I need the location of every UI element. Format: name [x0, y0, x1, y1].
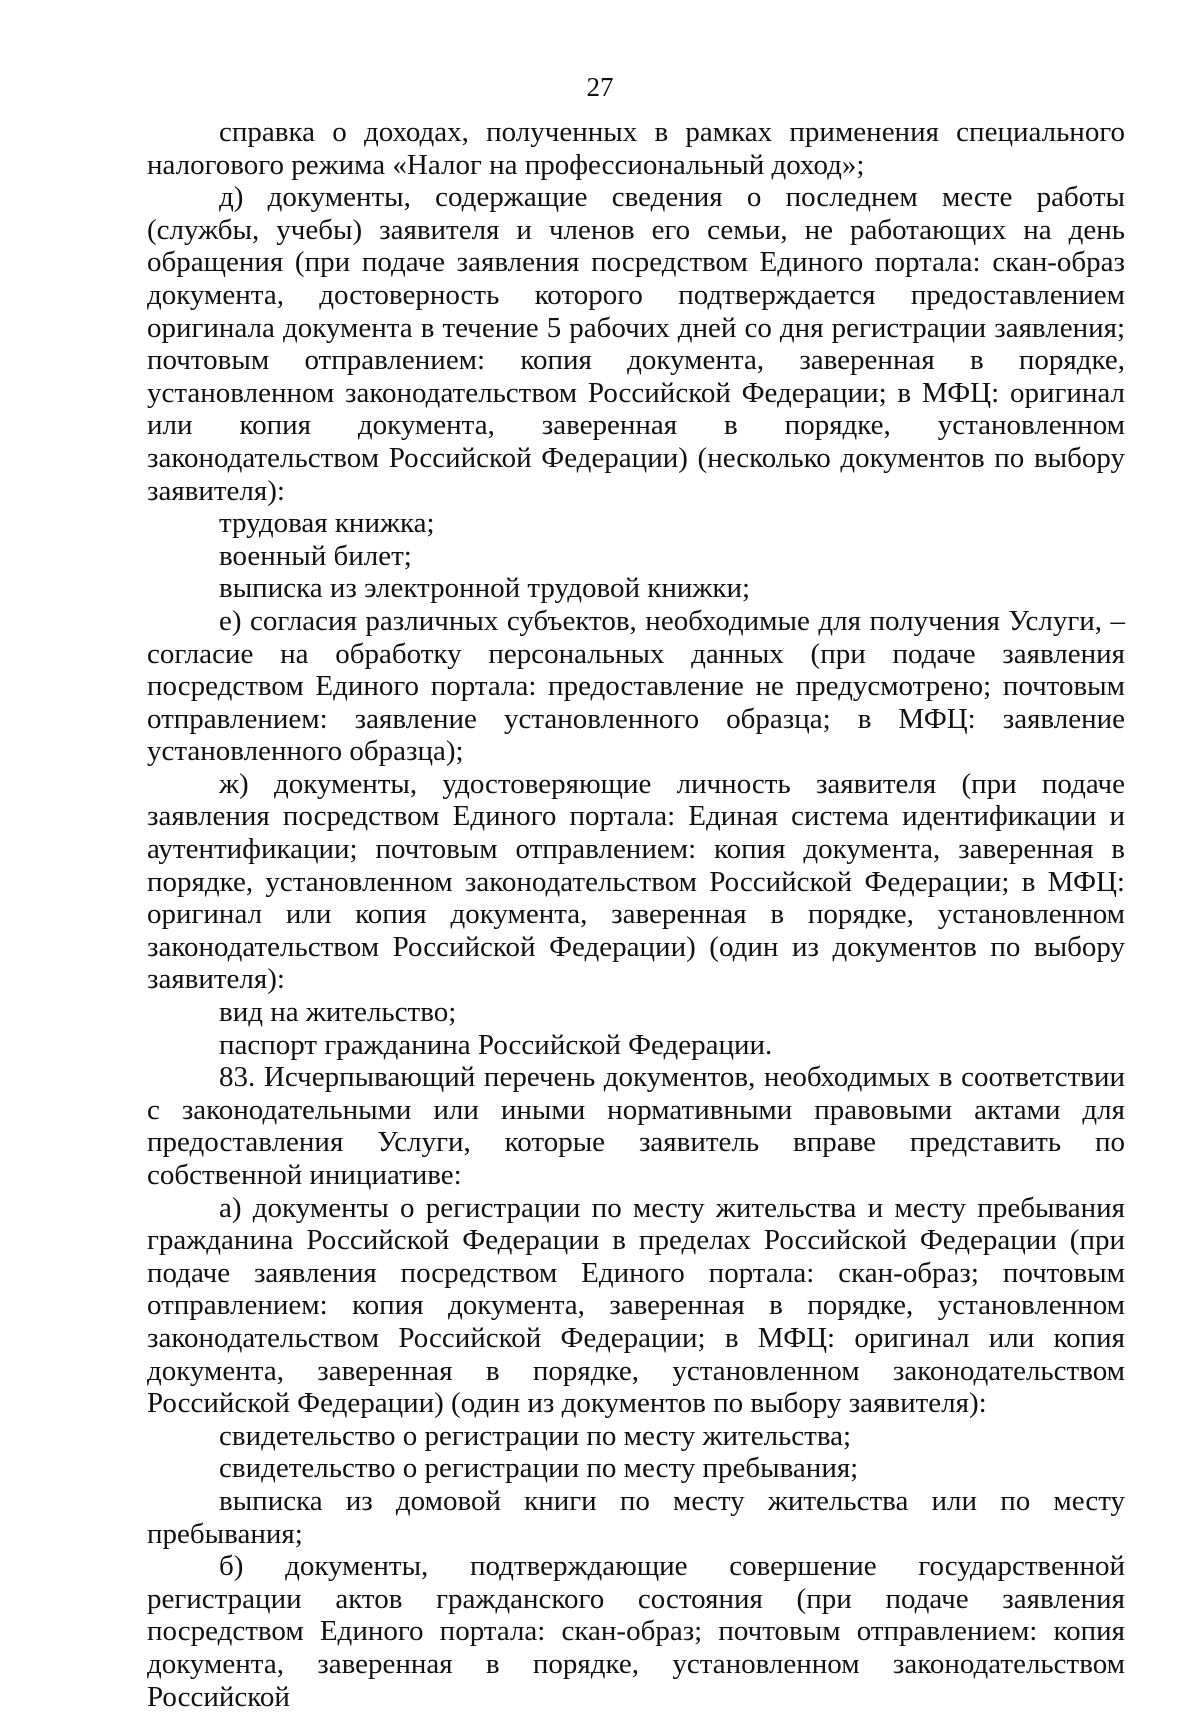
- paragraph: ж) документы, удостоверяющие личность заявителя (при подаче заявления посредством Единого портала: Единая система идентификации и аутентификации; почтовым отправлением: копия документа, заверенная в порядке, установленном законодательством Российской Федерации; в МФЦ: оригинал или копия документа, заверенная в порядке, установленном законодательством Российской Федерации) (один из документов по выбору заявителя):: [147, 767, 1125, 996]
- paragraph: д) документы, содержащие сведения о последнем месте работы (службы, учебы) заявителя и членов его семьи, не работающих на день обращения (при подаче заявления посредством Единого портала: скан-образ документа, достоверность которого подтверждается предоставлением оригинала документа в течение 5 рабочих дней со дня регистрации заявления; почтовым отправлением: копия документа, заверенная в порядке, установленном законодательством Российской Федерации; в МФЦ: оригинал или копия документа, заверенная в порядке, установленном законодательством Российской Федерации) (несколько документов по выбору заявителя):: [147, 181, 1125, 507]
- list-item: выписка из электронной трудовой книжки;: [219, 572, 751, 605]
- list-item: выписка из домовой книги по месту жительства или по месту пребывания;: [147, 1484, 1125, 1550]
- paragraph: б) документы, подтверждающие совершение государственной регистрации актов гражданского состояния (при подаче заявления посредством Единого портала: скан-образ; почтовым отправлением: копия документа, заверенная в порядке, установленном законодательством Российской: [147, 1550, 1125, 1713]
- paragraph: а) документы о регистрации по месту жительства и месту пребывания гражданина Российской Федерации в пределах Российской Федерации (при подаче заявления посредством Единого портала: скан-образ; почтовым отправлением: копия документа, заверенная в порядке, установленном законодательством Российской Федерации; в МФЦ: оригинал или копия документа, заверенная в порядке, установленном законодательством Российской Федерации) (один из документов по выбору заявителя):: [147, 1191, 1125, 1420]
- list-item: вид на жительство;: [219, 996, 457, 1029]
- paragraph: 83. Исчерпывающий перечень документов, необходимых в соответствии с законодательными или иными нормативными правовыми актами для предоставления Услуги, которые заявитель вправе представить по собственной инициативе:: [147, 1061, 1125, 1191]
- paragraph: справка о доходах, полученных в рамках применения специального налогового режима «Налог на профессиональный доход»;: [147, 116, 1125, 181]
- list-item: трудовая книжка;: [219, 507, 435, 540]
- list-item: военный билет;: [219, 539, 412, 572]
- page-number: 27: [586, 72, 614, 102]
- paragraph: е) согласия различных субъектов, необходимые для получения Услуги, – согласие на обработку персональных данных (при подаче заявления посредством Единого портала: предоставление не предусмотрено; почтовым отправлением: заявление установленного образца; в МФЦ: заявление установленного образца);: [147, 604, 1125, 768]
- list-item: паспорт гражданина Российской Федерации.: [219, 1028, 773, 1061]
- list-item: свидетельство о регистрации по месту жительства;: [219, 1419, 852, 1452]
- list-item: свидетельство о регистрации по месту пребывания;: [219, 1452, 859, 1485]
- document-body: [147, 116, 1125, 1713]
